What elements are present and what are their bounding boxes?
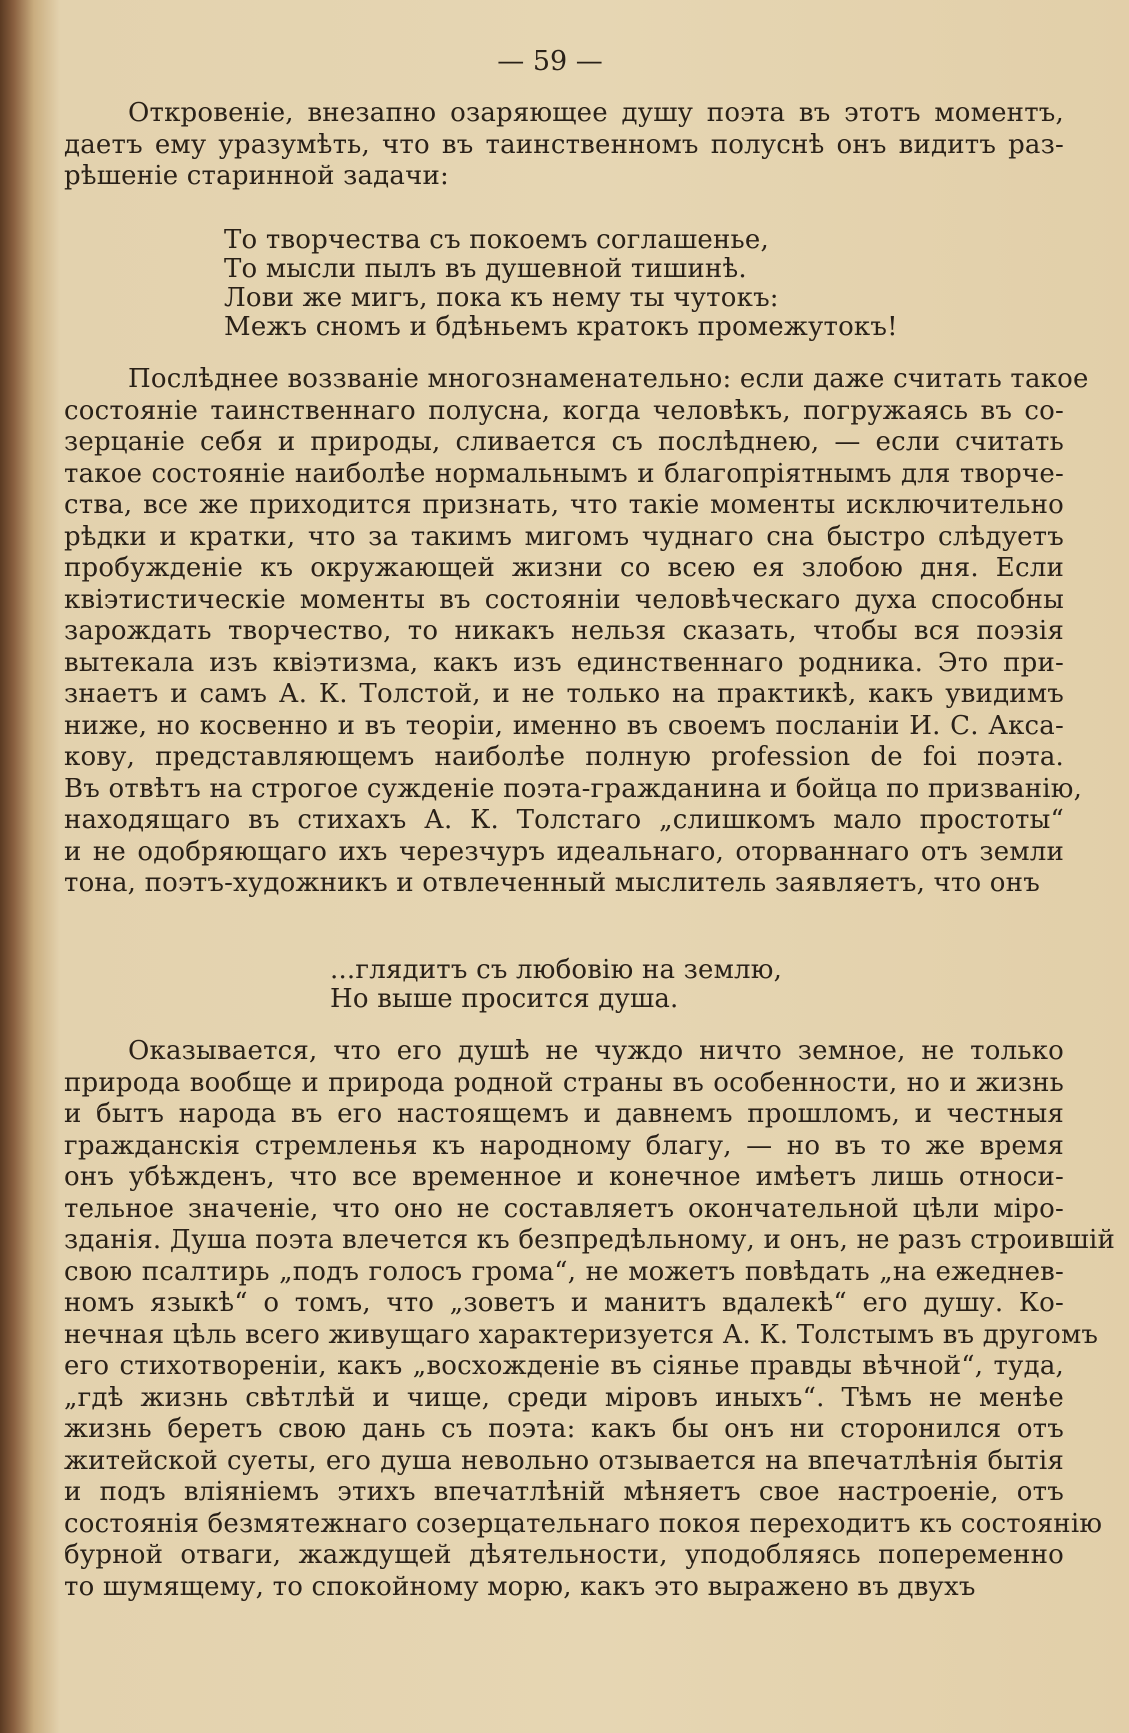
text-line: зерцаніе себя и природы, сливается съ послѣднею, — если считать: [64, 427, 1064, 457]
text-line: рѣшеніе старинной задачи:: [64, 161, 449, 191]
text-line: кову, представляющемъ наиболѣе полную profession de foi поэта.: [64, 742, 1064, 772]
text-line: квіэтистическіе моменты въ состояніи человѣческаго духа способны: [64, 584, 1064, 615]
text-line: „гдѣ жизнь свѣтлѣй и чище, среди міровъ иныхъ“. Тѣмъ не менѣе: [64, 1382, 1064, 1413]
text-line: пробужденіе къ окружающей жизни со всею ея злобою дня. Если: [64, 553, 1064, 583]
text-line: и бытъ народа въ его настоящемъ и давнемъ прошломъ, и честныя: [64, 1099, 1064, 1129]
text-line: То творчества съ покоемъ соглашенье,: [224, 225, 769, 255]
text-line: вытекала изъ квіэтизма, какъ изъ единственнаго родника. Это при-: [64, 647, 1064, 678]
paragraph-3: [64, 1036, 1116, 1603]
text-line: его стихотвореніи, какъ „восхожденіе въ сіянье правды вѣчной“, туда,: [64, 1351, 1064, 1381]
text-line: номъ языкѣ“ о томъ, что „зоветъ и манитъ вдалекѣ“ его душу. Ко-: [64, 1288, 1064, 1318]
text-line: нечная цѣль всего живущаго характеризуется А. К. Толстымъ въ другомъ: [64, 1319, 1099, 1350]
text-line: Откровеніе, внезапно озаряющее душу поэта въ этотъ моментъ,: [128, 98, 1064, 128]
text-line: Межъ сномъ и бдѣньемъ кратокъ промежутокъ!: [224, 312, 898, 342]
text-line: то шумящему, то спокойному морю, какъ это выражено въ двухъ: [64, 1571, 976, 1602]
text-line: состояніе таинственнаго полусна, когда человѣкъ, погружаясь въ со-: [64, 395, 1064, 426]
text-line: такое состояніе наиболѣе нормальнымъ и благопріятнымъ для творче-: [64, 458, 1064, 489]
text-line: житейской суеты, его душа невольно отзывается на впечатлѣнія бытія: [64, 1445, 1064, 1476]
text-line: онъ убѣжденъ, что все временное и конечное имѣетъ лишь относи-: [64, 1162, 1064, 1192]
page-number: — 59 —: [497, 46, 603, 77]
text-line: Лови же мигъ, пока къ нему ты чутокъ:: [224, 283, 779, 313]
text-line: ниже, но косвенно и въ теоріи, именно въ своемъ посланіи И. С. Акса-: [64, 710, 1064, 741]
text-line: бурной отваги, жаждущей дѣятельности, уподобляясь попеременно: [64, 1540, 1064, 1570]
text-line: Но выше просится душа.: [330, 984, 679, 1014]
text-line: То мысли пылъ въ душевной тишинѣ.: [224, 254, 747, 284]
text-line: тельное значеніе, что оно не составляетъ окончательной цѣли міро-: [64, 1193, 1064, 1224]
text-line: ...глядитъ съ любовію на землю,: [330, 955, 783, 985]
paragraph-1: [64, 98, 1064, 193]
text-line: тона, поэтъ-художникъ и отвлеченный мыслитель заявляетъ, что онъ: [64, 868, 1040, 898]
paragraph-2: [64, 364, 1089, 900]
verse-2: [330, 956, 782, 1014]
text-line: состоянія безмятежнаго созерцательнаго покоя переходитъ къ состоянію: [64, 1508, 1103, 1539]
text-line: знаетъ и самъ А. К. Толстой, и не только на практикѣ, какъ увидимъ: [64, 679, 1064, 709]
text-line: Послѣднее воззваніе многознаменательно: если даже считать такое: [128, 364, 1089, 394]
text-line: зданія. Душа поэта влечется къ безпредѣльному, и онъ, не разъ строившій: [64, 1225, 1116, 1255]
text-line: находящаго въ стихахъ А. К. Толстаго „слишкомъ мало простоты“: [64, 805, 1064, 835]
text-line: даетъ ему уразумѣть, что въ таинственномъ полуснѣ онъ видитъ раз-: [64, 129, 1064, 160]
text-line: и подъ вліяніемъ этихъ впечатлѣній мѣняетъ свое настроеніе, отъ: [64, 1477, 1064, 1507]
text-line: природа вообще и природа родной страны въ особенности, но и жизнь: [64, 1067, 1064, 1098]
text-line: свою псалтирь „подъ голосъ грома“, не можетъ повѣдать „на ежеднев-: [64, 1256, 1064, 1287]
text-line: Оказывается, что его душѣ не чуждо ничто земное, не только: [128, 1036, 1064, 1066]
text-line: рѣдки и кратки, что за такимъ мигомъ чуднаго сна быстро слѣдуетъ: [64, 521, 1064, 552]
text-line: ства, все же приходится признать, что такіе моменты исключительно: [64, 490, 1064, 520]
text-line: жизнь беретъ свою дань съ поэта: какъ бы онъ ни сторонился отъ: [64, 1414, 1064, 1444]
text-line: Въ отвѣтъ на строгое сужденіе поэта-гражданина и бойца по призванію,: [64, 773, 1083, 804]
text-line: и не одобряющаго ихъ черезчуръ идеальнаго, оторваннаго отъ земли: [64, 836, 1064, 867]
text-line: зарождать творчество, то никакъ нельзя сказать, чтобы вся поэзія: [64, 616, 1064, 646]
text-line: гражданскія стремленья къ народному благу, — но въ то же время: [64, 1130, 1064, 1161]
verse-1: [224, 226, 898, 342]
